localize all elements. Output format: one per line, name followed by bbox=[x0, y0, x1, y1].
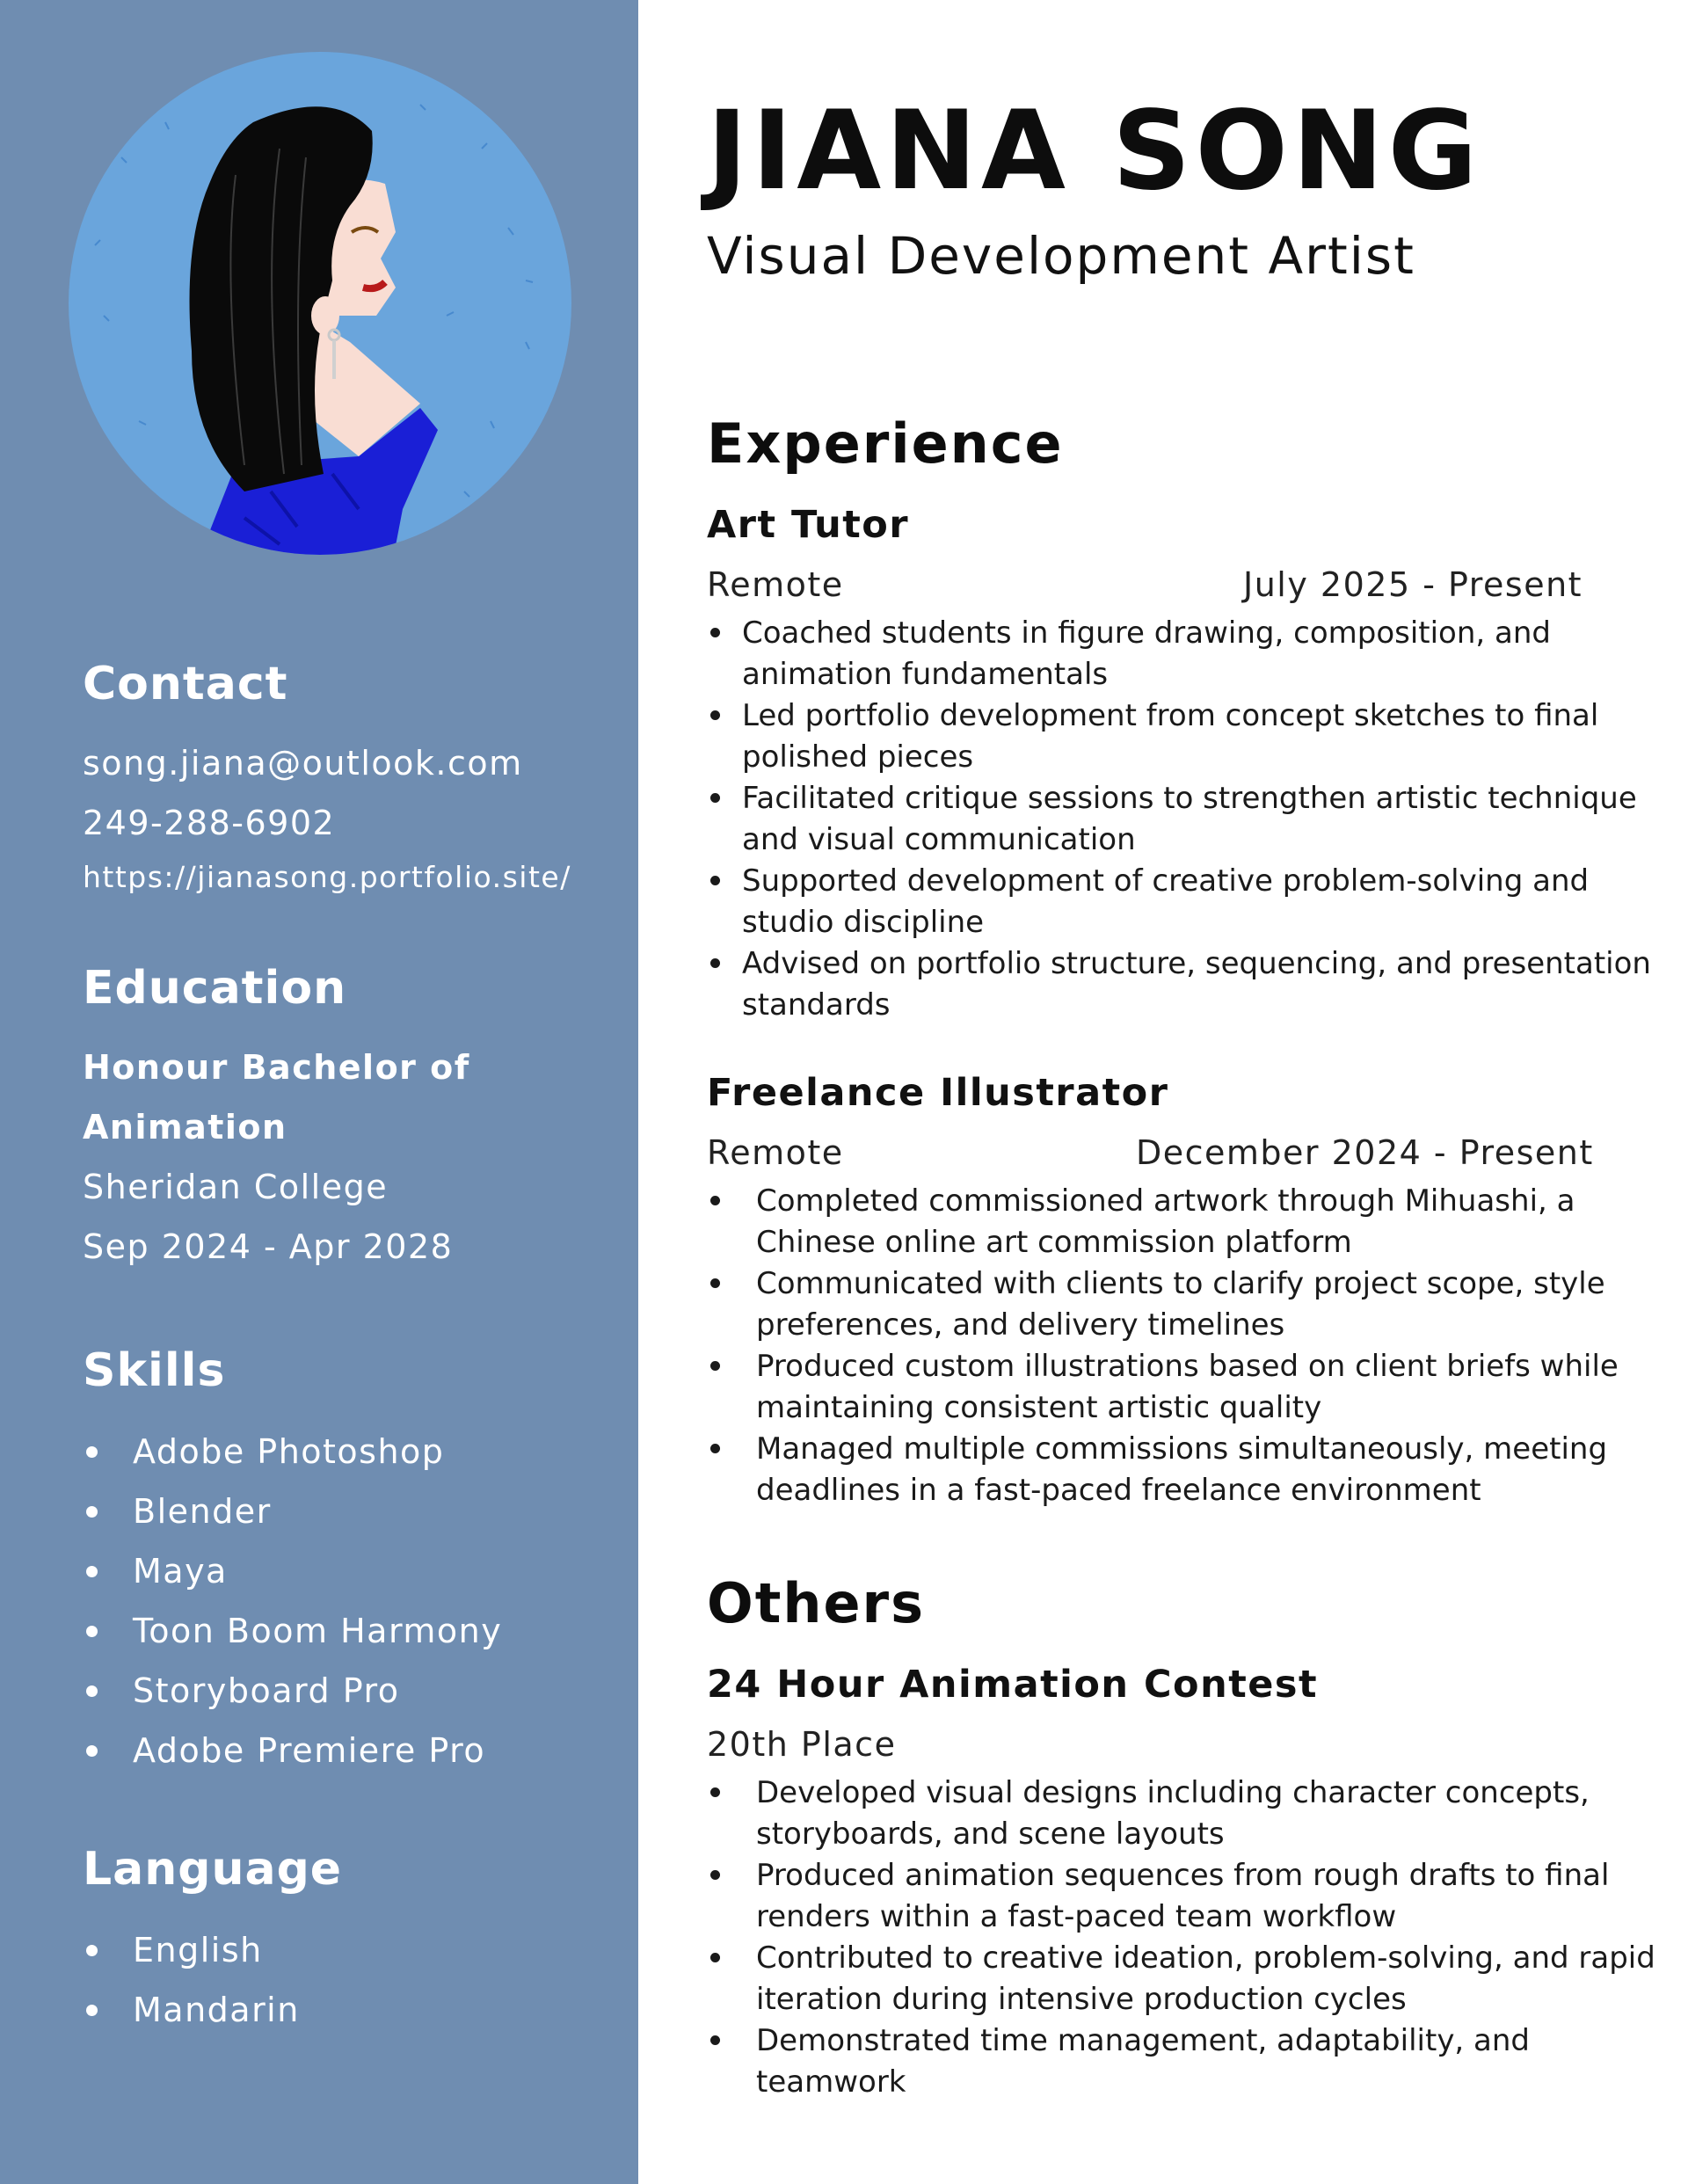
bullet-item: Developed visual designs including character concepts, storyboards, and scene layouts bbox=[707, 1773, 1656, 1855]
education-degree-line2: Animation bbox=[83, 1108, 287, 1147]
profile-portrait bbox=[69, 52, 571, 555]
job-title: Freelance Illustrator bbox=[707, 1071, 1169, 1115]
candidate-name: JIANA SONG bbox=[707, 88, 1482, 215]
skill-item: Storyboard Pro bbox=[83, 1661, 619, 1721]
skill-item: Toon Boom Harmony bbox=[83, 1601, 619, 1661]
contact-phone[interactable]: 249-288-6902 bbox=[83, 804, 336, 842]
experience-heading: Experience bbox=[707, 411, 1064, 476]
bullet-item: Led portfolio development from concept sketches to final polished pieces bbox=[707, 695, 1656, 778]
portrait-illustration bbox=[69, 52, 571, 555]
others-meta bbox=[707, 1725, 1656, 1764]
candidate-role: Visual Development Artist bbox=[707, 226, 1415, 286]
bullet-item: Coached students in figure drawing, composition, and animation fundamentals bbox=[707, 613, 1656, 695]
job-meta bbox=[707, 1133, 1656, 1172]
bullet-item: Advised on portfolio structure, sequencing, and presentation standards bbox=[707, 943, 1656, 1026]
language-item: Mandarin bbox=[83, 1980, 619, 2040]
bullet-item: Produced animation sequences from rough drafts to final renders within a fast-paced team workflow bbox=[707, 1855, 1656, 1938]
job-location: Remote bbox=[707, 565, 844, 604]
language-item: English bbox=[83, 1920, 619, 1980]
bullet-item: Communicated with clients to clarify project scope, style preferences, and delivery timelines bbox=[707, 1263, 1656, 1346]
language-section bbox=[83, 1843, 619, 2040]
job-art-tutor bbox=[707, 503, 1656, 1026]
others-bullets bbox=[707, 1773, 1656, 2103]
bullet-item: Facilitated critique sessions to strengthen artistic technique and visual communication bbox=[707, 778, 1656, 861]
job-bullets bbox=[707, 613, 1656, 1026]
job-freelance-illustrator bbox=[707, 1071, 1656, 1511]
skill-item: Blender bbox=[83, 1481, 619, 1541]
education-school: Sheridan College bbox=[83, 1168, 389, 1206]
contact-email[interactable]: song.jiana@outlook.com bbox=[83, 744, 523, 783]
education-heading: Education bbox=[83, 962, 347, 1015]
bullet-item: Demonstrated time management, adaptability, and teamwork bbox=[707, 2020, 1656, 2103]
others-section bbox=[707, 1571, 1656, 2103]
bullet-item: Managed multiple commissions simultaneously, meeting deadlines in a fast-paced freelance environment bbox=[707, 1429, 1656, 1511]
contact-website[interactable]: https://jianasong.portfolio.site/ bbox=[83, 860, 571, 894]
others-title: 24 Hour Animation Contest bbox=[707, 1663, 1319, 1707]
bullet-item: Contributed to creative ideation, problem-solving, and rapid iteration during intensive production cycles bbox=[707, 1938, 1656, 2020]
bullet-item: Produced custom illustrations based on client briefs while maintaining consistent artistic quality bbox=[707, 1346, 1656, 1429]
others-heading: Others bbox=[707, 1571, 926, 1635]
education-dates: Sep 2024 - Apr 2028 bbox=[83, 1227, 454, 1266]
skill-item: Adobe Photoshop bbox=[83, 1422, 619, 1481]
job-meta bbox=[707, 565, 1656, 604]
language-list bbox=[83, 1920, 619, 2040]
others-result: 20th Place bbox=[707, 1725, 897, 1764]
contact-section bbox=[83, 658, 619, 902]
job-dates: July 2025 - Present bbox=[1243, 565, 1583, 604]
job-title: Art Tutor bbox=[707, 503, 910, 547]
skill-item: Maya bbox=[83, 1541, 619, 1601]
language-heading: Language bbox=[83, 1843, 343, 1896]
job-bullets bbox=[707, 1181, 1656, 1511]
bullet-item: Supported development of creative problem-solving and studio discipline bbox=[707, 861, 1656, 943]
skill-item: Adobe Premiere Pro bbox=[83, 1721, 619, 1780]
sidebar bbox=[0, 0, 638, 2184]
skills-section bbox=[83, 1344, 619, 1780]
contact-heading: Contact bbox=[83, 658, 288, 710]
skills-heading: Skills bbox=[83, 1344, 226, 1397]
job-dates: December 2024 - Present bbox=[1136, 1133, 1594, 1172]
education-degree-line1: Honour Bachelor of bbox=[83, 1048, 470, 1087]
job-location: Remote bbox=[707, 1133, 844, 1172]
experience-section bbox=[707, 411, 1656, 1026]
bullet-item: Completed commissioned artwork through Mihuashi, a Chinese online art commission platform bbox=[707, 1181, 1656, 1263]
education-section bbox=[83, 962, 619, 1277]
skills-list bbox=[83, 1422, 619, 1780]
